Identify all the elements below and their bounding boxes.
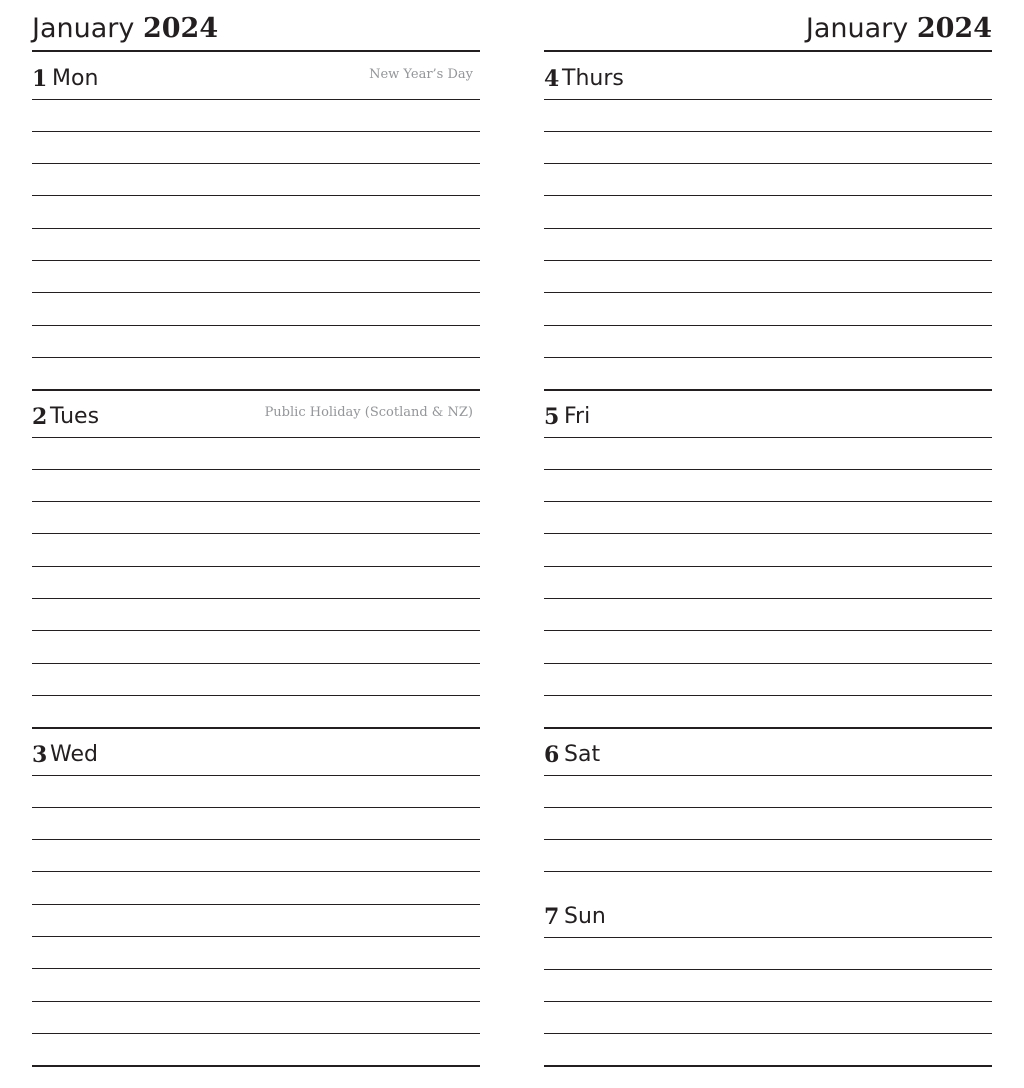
writing-line[interactable] [544, 292, 992, 293]
day-name: Sat [564, 742, 601, 767]
day-number: 3 [32, 742, 48, 768]
day-name: Sun [564, 904, 606, 929]
header-month: January [32, 13, 135, 44]
writing-line[interactable] [32, 630, 480, 631]
page-header-right [544, 12, 992, 52]
day-divider [32, 1065, 480, 1067]
writing-line[interactable] [32, 663, 480, 664]
writing-line[interactable] [544, 357, 992, 358]
writing-line[interactable] [544, 228, 992, 229]
writing-line[interactable] [544, 695, 992, 696]
writing-line[interactable] [544, 131, 992, 132]
writing-line[interactable] [544, 839, 992, 840]
writing-line[interactable] [32, 195, 480, 196]
day-section-2 [32, 388, 480, 728]
writing-line[interactable] [32, 533, 480, 534]
writing-line[interactable] [32, 357, 480, 358]
day-section-4 [544, 50, 992, 390]
writing-line[interactable] [32, 936, 480, 937]
day-name: Thurs [562, 66, 624, 91]
writing-line[interactable] [544, 533, 992, 534]
left-page [32, 0, 480, 1088]
header-year: 2024 [916, 13, 992, 44]
writing-line[interactable] [544, 630, 992, 631]
writing-line[interactable] [544, 807, 992, 808]
day-number: 6 [544, 742, 560, 768]
day-name: Mon [52, 66, 99, 91]
writing-line[interactable] [544, 325, 992, 326]
writing-line[interactable] [32, 839, 480, 840]
day-section-3 [32, 726, 480, 1068]
page-header-left [32, 12, 480, 52]
writing-line[interactable] [544, 195, 992, 196]
writing-line[interactable] [32, 228, 480, 229]
writing-line[interactable] [32, 1033, 480, 1034]
writing-line[interactable] [32, 260, 480, 261]
day-number: 2 [32, 404, 48, 430]
day-header [544, 726, 992, 776]
writing-line[interactable] [544, 871, 992, 872]
writing-line[interactable] [32, 469, 480, 470]
holiday-note: Public Holiday (Scotland & NZ) [264, 405, 473, 420]
writing-line[interactable] [544, 469, 992, 470]
day-section-5 [544, 388, 992, 728]
day-header [544, 50, 992, 100]
day-name: Fri [564, 404, 591, 429]
writing-line[interactable] [32, 1001, 480, 1002]
writing-line[interactable] [544, 501, 992, 502]
writing-line[interactable] [544, 598, 992, 599]
header-year: 2024 [142, 13, 219, 44]
writing-line[interactable] [32, 501, 480, 502]
writing-line[interactable] [32, 325, 480, 326]
writing-line[interactable] [32, 695, 480, 696]
writing-line[interactable] [544, 663, 992, 664]
day-header [32, 388, 480, 438]
day-divider [544, 1065, 992, 1067]
day-number: 4 [544, 66, 560, 92]
writing-line[interactable] [32, 131, 480, 132]
writing-line[interactable] [32, 807, 480, 808]
day-section-7 [544, 888, 992, 1068]
writing-line[interactable] [32, 566, 480, 567]
right-page [544, 0, 992, 1088]
writing-line[interactable] [32, 871, 480, 872]
day-header [32, 50, 480, 100]
writing-line[interactable] [544, 260, 992, 261]
writing-line[interactable] [544, 1033, 992, 1034]
day-header [544, 388, 992, 438]
day-number: 7 [544, 904, 560, 930]
writing-line[interactable] [32, 598, 480, 599]
writing-line[interactable] [32, 163, 480, 164]
day-name: Wed [50, 742, 98, 767]
writing-line[interactable] [32, 968, 480, 969]
day-number: 5 [544, 404, 560, 430]
writing-line[interactable] [544, 163, 992, 164]
header-month: January [805, 13, 909, 44]
day-header [32, 726, 480, 776]
writing-line[interactable] [544, 1001, 992, 1002]
writing-line[interactable] [544, 969, 992, 970]
writing-line[interactable] [544, 566, 992, 567]
day-name: Tues [50, 404, 100, 429]
day-section-6 [544, 726, 992, 888]
day-number: 1 [32, 66, 48, 92]
day-header [544, 888, 992, 938]
holiday-note: New Year’s Day [369, 67, 473, 82]
writing-line[interactable] [32, 292, 480, 293]
day-section-1 [32, 50, 480, 390]
writing-line[interactable] [32, 904, 480, 905]
